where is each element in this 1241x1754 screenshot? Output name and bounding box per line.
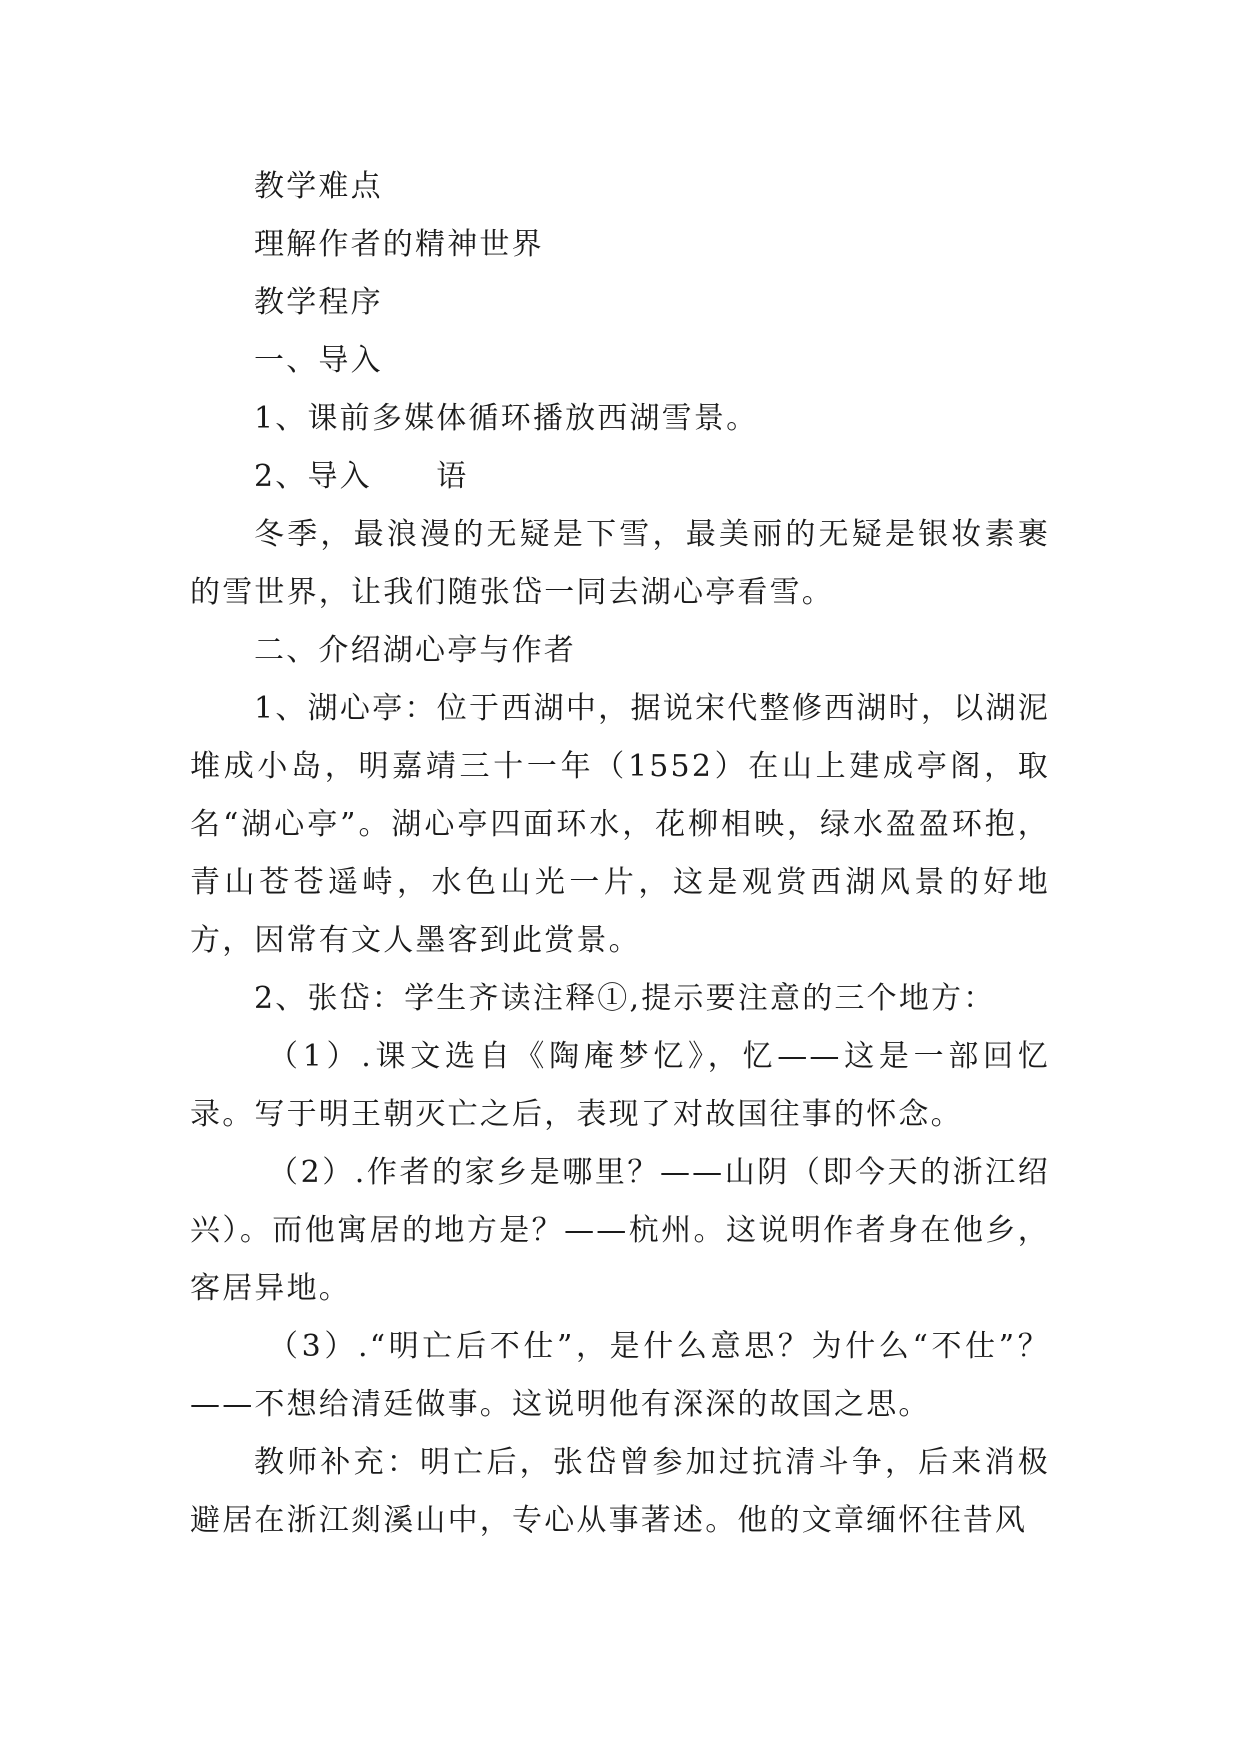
list-item-2: 2、导入 语 — [254, 459, 469, 494]
paragraph-pavilion: 1、湖心亭：位于西湖中，据说宋代整修西湖时，以湖泥堆成小岛，明嘉靖三十一年（1552）在山上建成亭阁，取名“湖心亭”。湖心亭四面环水，花柳相映，绿水盈盈环抱，青山苍苍遥峙，水色山光一片，这是观赏西湖风景的好地方，因常有文人墨客到此赏景。 — [190, 691, 1050, 958]
section-heading-introduction: 一、导入 — [254, 343, 383, 378]
paragraph-difficulty-content: 理解作者的精神世界 — [254, 227, 544, 262]
heading-teaching-difficulty: 教学难点 — [254, 169, 383, 204]
paragraph-zhang-dai: 2、张岱：学生齐读注释①,提示要注意的三个地方： — [254, 981, 996, 1016]
sub-item-1: （1）.课文选自《陶庵梦忆》，忆——这是一部回忆录。写于明王朝灭亡之后，表现了对故国往事的怀念。 — [190, 1039, 1050, 1132]
list-item-1: 1、课前多媒体循环播放西湖雪景。 — [254, 401, 759, 436]
sub-item-3: （3）.“明亡后不仕”，是什么意思？为什么“不仕”？——不想给清廷做事。这说明他有深深的故国之思。 — [190, 1329, 1050, 1422]
sub-item-2: （2）.作者的家乡是哪里？——山阴（即今天的浙江绍兴）。而他寓居的地方是？——杭州。这说明作者身在他乡，客居异地。 — [190, 1155, 1050, 1306]
paragraph-teacher-supplement: 教师补充：明亡后，张岱曾参加过抗清斗争，后来消极避居在浙江剡溪山中，专心从事著述。他的文章缅怀往昔风 — [190, 1445, 1050, 1538]
section-heading-pavilion-author: 二、介绍湖心亭与作者 — [254, 633, 576, 668]
heading-teaching-procedure: 教学程序 — [254, 285, 383, 320]
paragraph-intro-text: 冬季，最浪漫的无疑是下雪，最美丽的无疑是银妆素裹的雪世界，让我们随张岱一同去湖心亭看雪。 — [190, 517, 1050, 610]
document-body — [190, 158, 1050, 1550]
